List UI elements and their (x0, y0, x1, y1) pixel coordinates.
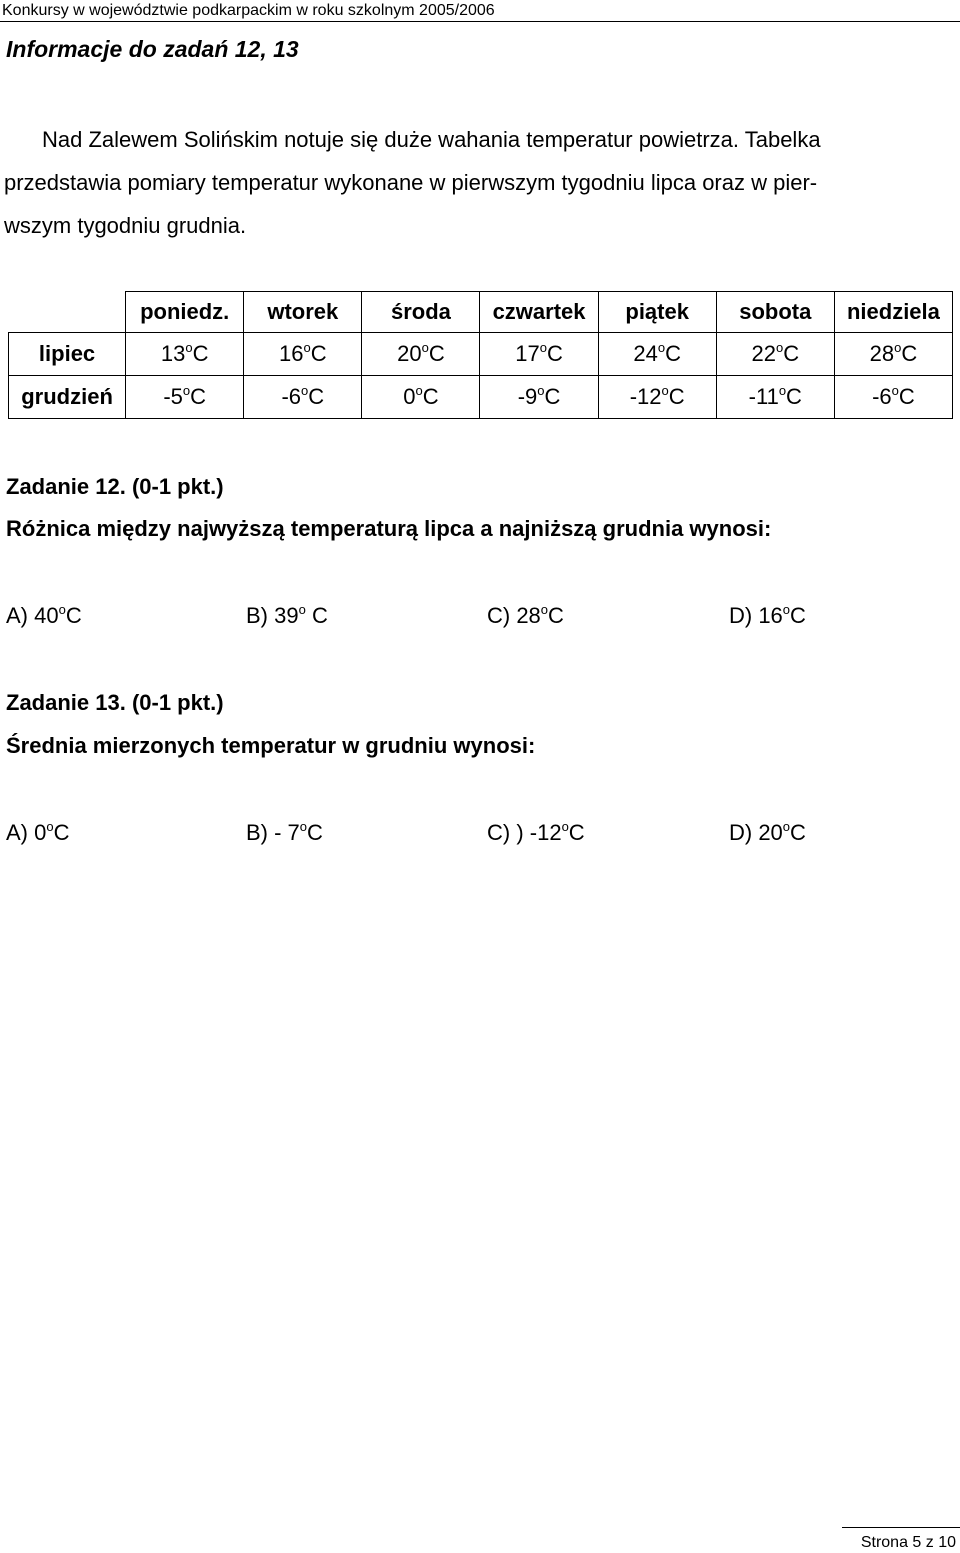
table-cell: 20$^o$C (362, 333, 480, 376)
table-cell: -5$^o$C (126, 376, 244, 419)
intro-paragraph (4, 118, 956, 247)
table-header-cell: środa (362, 292, 480, 333)
info-title: Informacje do zadań 12, 13 (6, 36, 299, 62)
temperature-table (8, 291, 953, 419)
option-b[interactable]: B) 39$^o$ C (246, 602, 328, 628)
row-label: lipiec (9, 333, 126, 376)
table-header-cell: piątek (598, 292, 716, 333)
table-header-cell: niedziela (834, 292, 952, 333)
table-header-cell: czwartek (480, 292, 598, 333)
page-number: Strona 5 z 10 (860, 1534, 956, 1551)
table-row (9, 333, 953, 376)
option-c[interactable]: C) ) -12$^o$C (487, 819, 585, 845)
table-header-cell: wtorek (244, 292, 362, 333)
option-c[interactable]: C) 28$^o$C (487, 602, 564, 628)
table-row (9, 376, 953, 419)
row-label: grudzień (9, 376, 126, 419)
task-12-question: Różnica między najwyższą temperaturą lipca a najniższą grudnia wynosi: (6, 516, 772, 541)
table-cell: 0$^o$C (362, 376, 480, 419)
table-cell: 13$^o$C (126, 333, 244, 376)
table-corner-cell (9, 292, 126, 333)
task-13-question: Średnia mierzonych temperatur w grudniu wynosi: (6, 733, 536, 758)
table-header-cell: sobota (716, 292, 834, 333)
option-a[interactable]: A) 40$^o$C (6, 602, 82, 628)
table-cell: 16$^o$C (244, 333, 362, 376)
table-cell: -9$^o$C (480, 376, 598, 419)
task-12-title: Zadanie 12. (0-1 pkt.) (6, 474, 224, 499)
intro-line-2: przedstawia pomiary temperatur wykonane w pierwszym tygodniu lipca oraz w pier- (4, 170, 818, 195)
intro-line-1: Nad Zalewem Solińskim notuje się duże wahania temperatur powietrza. Tabelka (42, 127, 821, 152)
header-text: Konkursy w województwie podkarpackim w roku szkolnym 2005/2006 (2, 2, 495, 19)
table-header-cell: poniedz. (126, 292, 244, 333)
footer-divider (842, 1527, 960, 1528)
table-cell: -11$^o$C (716, 376, 834, 419)
table-header-row (9, 292, 953, 333)
table-cell: 24$^o$C (598, 333, 716, 376)
table-cell: 28$^o$C (834, 333, 952, 376)
task-13-title: Zadanie 13. (0-1 pkt.) (6, 690, 224, 715)
intro-line-3: wszym tygodniu grudnia. (4, 213, 247, 238)
page-header (0, 0, 960, 22)
table-cell: 22$^o$C (716, 333, 834, 376)
table-cell: -6$^o$C (834, 376, 952, 419)
table-cell: 17$^o$C (480, 333, 598, 376)
table-cell: -12$^o$C (598, 376, 716, 419)
table-cell: -6$^o$C (244, 376, 362, 419)
option-b[interactable]: B) - 7$^o$C (246, 819, 323, 845)
option-a[interactable]: A) 0$^o$C (6, 819, 70, 845)
option-d[interactable]: D) 16$^o$C (729, 602, 806, 628)
option-d[interactable]: D) 20$^o$C (729, 819, 806, 845)
